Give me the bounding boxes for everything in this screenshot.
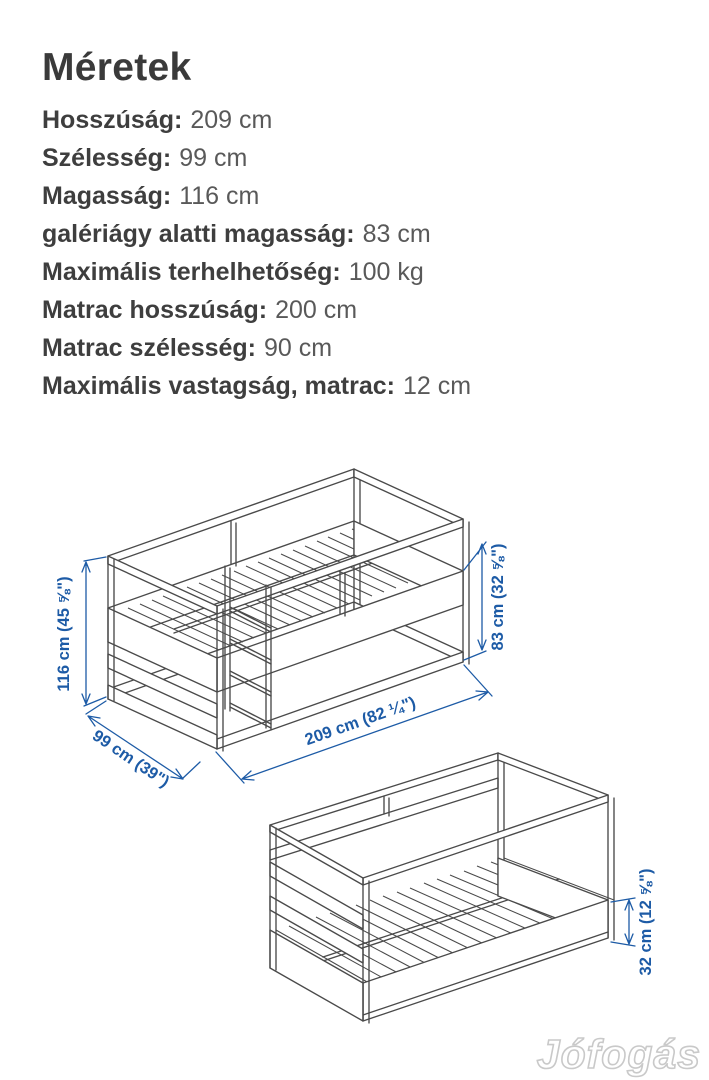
spec-row-width: [42, 139, 471, 177]
jofogas-watermark: Jófogás: [536, 1031, 701, 1077]
right-top-rail: [354, 469, 463, 527]
spec-label: Szélesség:: [42, 144, 172, 172]
dimension-platform-height: [611, 869, 655, 976]
spec-value: 116 cm: [179, 182, 260, 210]
spec-value: 200 cm: [275, 296, 358, 324]
dimension-height-label: 116 cm (45 ⅝"): [55, 576, 73, 692]
spec-row-mattress-width: [42, 329, 471, 367]
dimension-length-label: 209 cm (82 ¼"): [302, 693, 419, 750]
spec-label: galériágy alatti magasság:: [42, 220, 355, 248]
front-mid-post: [340, 571, 345, 616]
front-right-post: [608, 795, 614, 940]
spec-row-height: [42, 177, 471, 215]
spec-value: 83 cm: [362, 220, 431, 248]
spec-value: 99 cm: [179, 144, 248, 172]
dimension-height-arrow: [82, 557, 106, 706]
spec-label: Hosszúság:: [42, 106, 183, 134]
dimension-clearance-arrow: [464, 542, 486, 660]
dimension-clearance-label: 83 cm (32 ⅝"): [489, 543, 507, 651]
spec-label: Matrac hosszúság:: [42, 296, 268, 324]
spec-row-mattress-max-thickness: [42, 367, 471, 405]
dimension-platform-height-label: 32 cm (12 ⅝"): [637, 868, 655, 976]
dimension-clearance: [464, 542, 507, 660]
spec-row-max-load: [42, 253, 471, 291]
spec-value: 12 cm: [402, 372, 472, 400]
dimension-height: [55, 557, 106, 706]
loft-bed-diagram: [40, 438, 705, 803]
right-top-rail: [498, 753, 608, 802]
dimension-width-label: 99 cm (39"): [89, 726, 173, 792]
spec-row-under-loft-height: [42, 215, 471, 253]
page-title: Méretek: [42, 46, 192, 90]
spec-label: Maximális terhelhetőség:: [42, 258, 341, 286]
spec-row-mattress-length: [42, 291, 471, 329]
spec-label: Matrac szélesség:: [42, 334, 257, 362]
spec-value: 90 cm: [264, 334, 333, 362]
spec-label: Maximális vastagság, matrac:: [42, 372, 395, 400]
spec-row-length: [42, 101, 471, 139]
front-right-post: [463, 519, 469, 664]
spec-value: 100 kg: [348, 258, 424, 286]
back-mid-post: [231, 521, 236, 566]
spec-label: Magasság:: [42, 182, 172, 210]
spec-value: 209 cm: [190, 106, 273, 134]
dimension-spec-list: [42, 101, 471, 405]
